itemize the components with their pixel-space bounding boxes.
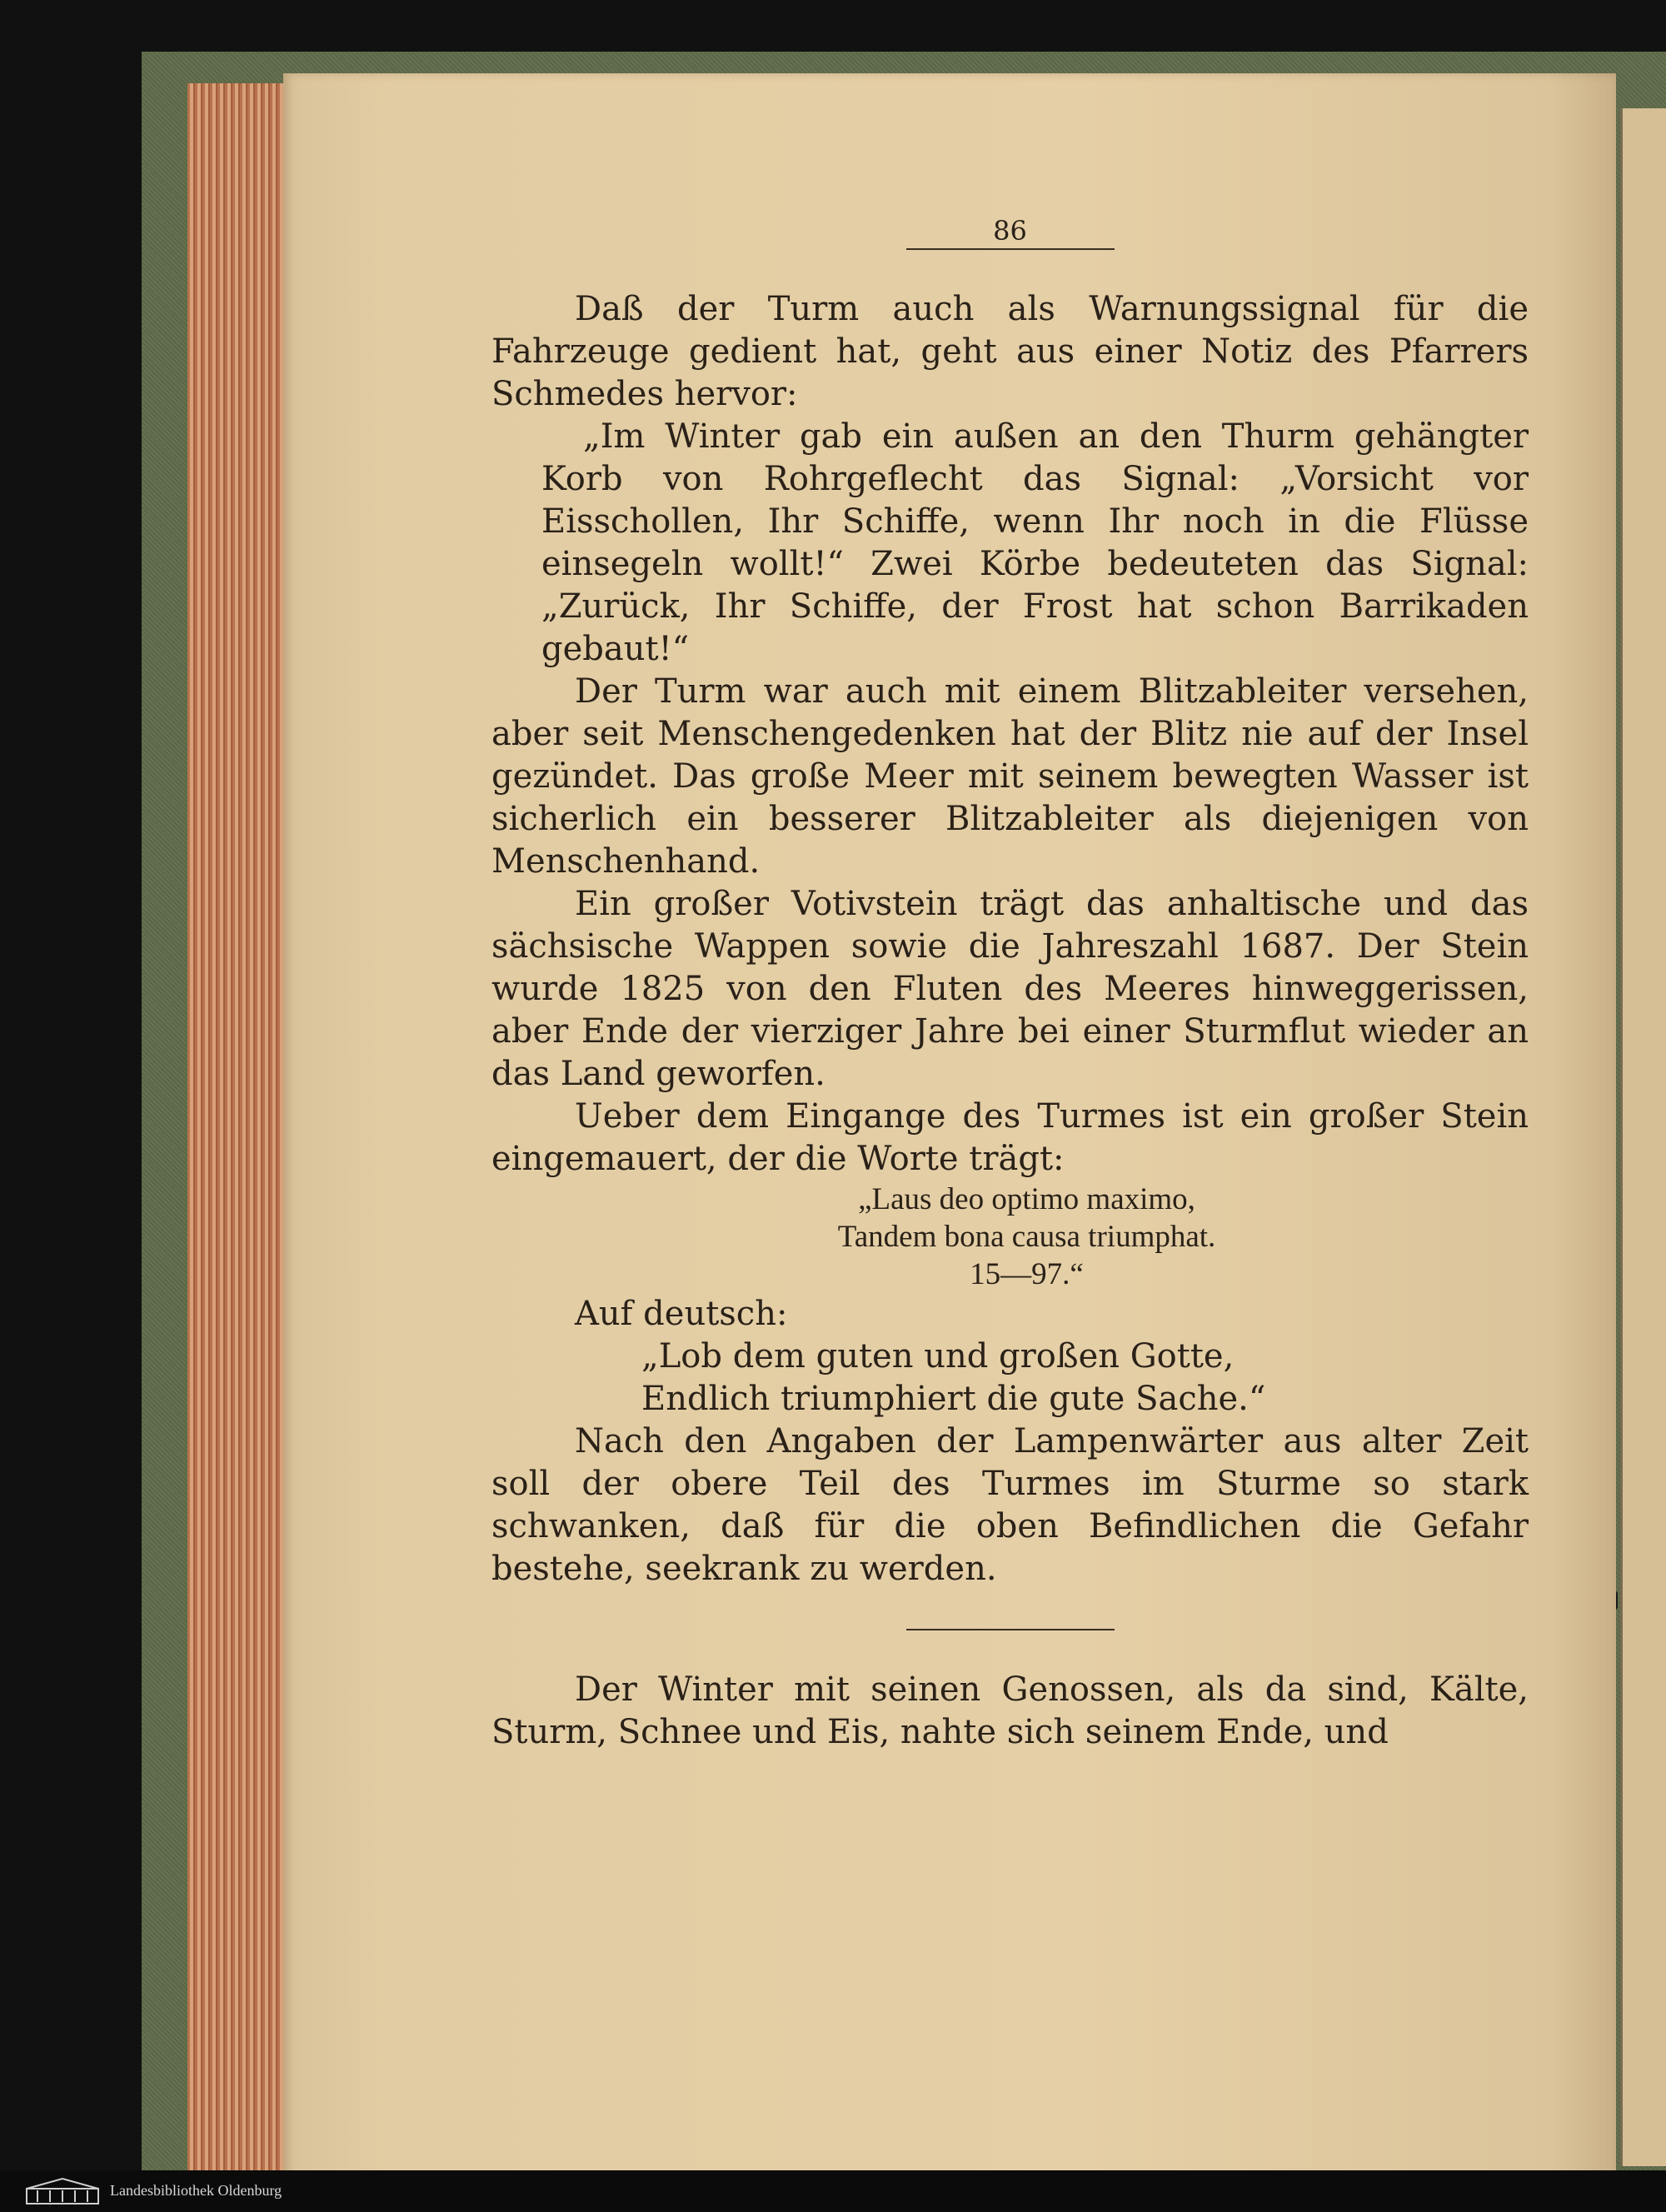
paragraph-7: Der Winter mit seinen Genossen, als da sind, Kälte, Sturm, Schnee und Eis, nahte sich seinem Ende, und	[491, 1670, 1529, 1751]
paragraph-1: Daß der Turm auch als Warnungssignal für die Fahrzeuge gedient hat, geht aus einer Notiz des Pfarrers Schmedes hervor:	[491, 290, 1529, 413]
latin-line-1: „Laus deo optimo maximo,	[858, 1182, 1195, 1216]
paragraph-4: Ueber dem Eingange des Turmes ist ein großer Stein eingemauert, der die Worte trägt:	[491, 1097, 1529, 1178]
library-logo-icon	[25, 2177, 100, 2205]
latin-line-2: Tandem bona causa triumphat.	[837, 1220, 1216, 1254]
page-number: 86	[993, 215, 1027, 247]
footer-bar	[0, 2170, 1666, 2212]
facing-page	[1620, 108, 1666, 2166]
library-name: Landesbibliothek Oldenburg	[110, 2182, 282, 2199]
paragraph-2: Der Turm war auch mit einem Blitzableiter versehen, aber seit Menschengedenken hat der Blitz nie auf der Insel gezündet. Das große Meer mit seinem bewegten Wasser ist sicherlich ein besserer Blitzableiter als diejenigen von Menschenhand.	[491, 672, 1529, 881]
quote-1-text: „Im Winter gab ein außen an den Thurm gehängter Korb von Rohrgeflecht das Signal: „Vorsicht vor Eisschollen, Ihr Schiffe, wenn Ihr noch in die Flüsse einsegeln wollt!“ Zwei Körbe bedeuteten das Signal: „Zurück, Ihr Schiffe, der Frost hat schon Barrikaden gebaut!“	[541, 417, 1529, 668]
paragraph-5: Auf deutsch:	[575, 1295, 788, 1333]
paragraph-6: Nach den Angaben der Lampenwärter aus alter Zeit soll der obere Teil des Turmes im Sturme so stark schwanken, daß für die oben Befindlichen die Gefahr bestehe, seekrank zu werden.	[491, 1422, 1529, 1588]
book-page	[283, 73, 1616, 2185]
page-text	[491, 215, 1529, 1754]
german-line-1: „Lob dem guten und großen Gotte,	[641, 1337, 1235, 1376]
latin-line-3: 15—97.“	[970, 1257, 1084, 1291]
page-edges	[187, 83, 296, 2191]
german-line-2: Endlich triumphiert die gute Sache.“	[641, 1380, 1266, 1418]
paragraph-3: Ein großer Votivstein trägt das anhaltische und das sächsische Wappen sowie die Jahreszahl 1687. Der Stein wurde 1825 von den Fluten des Meeres hinweggerissen, aber Ende der vierziger Jahre bei einer Sturmflut wieder an das Land geworfen.	[491, 885, 1529, 1093]
quote-1	[491, 416, 1529, 671]
